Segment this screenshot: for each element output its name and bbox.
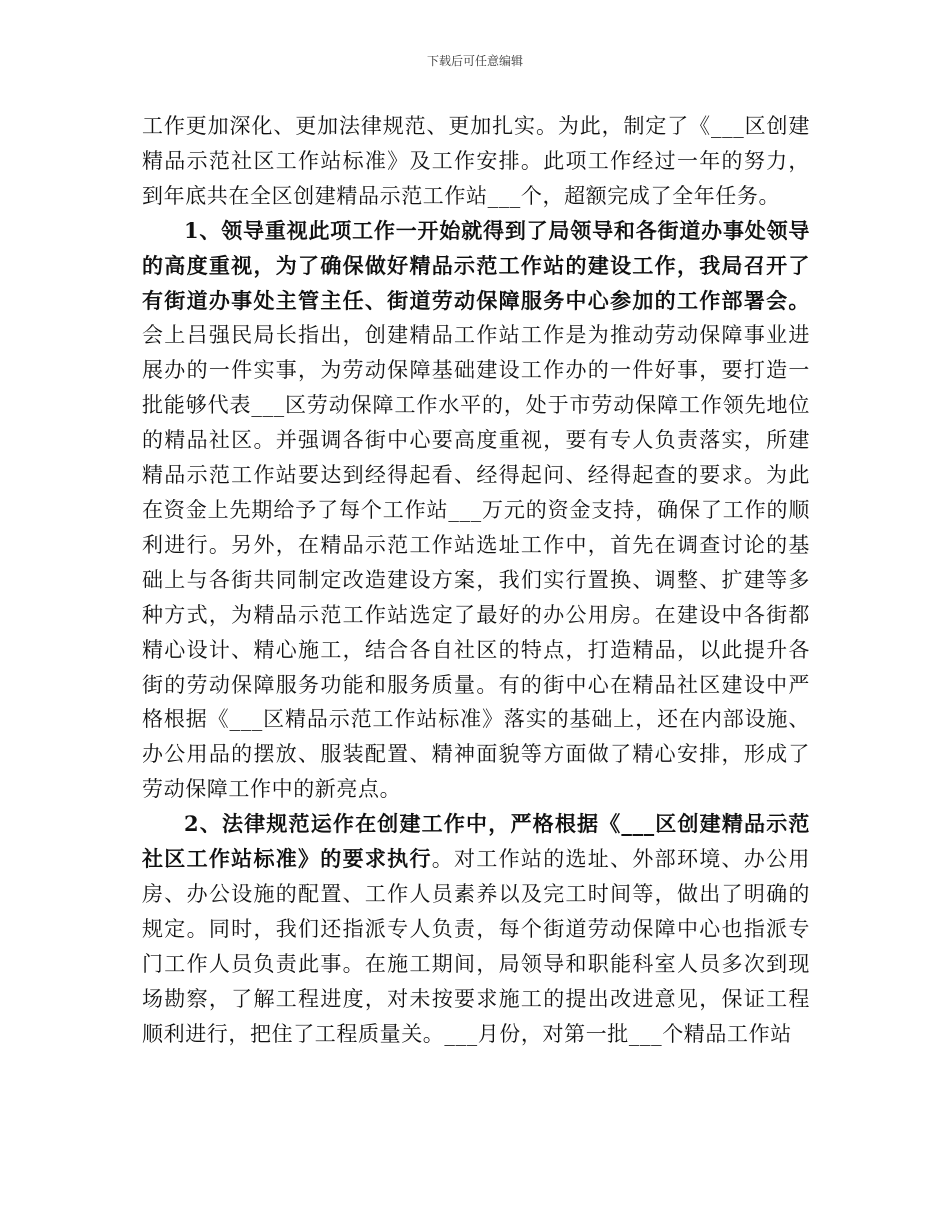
page-header: 下载后可任意编辑 — [426, 54, 523, 68]
paragraph-legal-heading: 2、法律规范运作在创建工作中，严格根据《___区创建精品示范社区工作站标准》的要求执行 — [142, 811, 810, 872]
paragraph-legal-text: 。对工作站的选址、外部环境、办公用房、办公设施的配置、工作人员素养以及完工时间等，做出了明确的规定。同时，我们还指派专人负责，每个街道劳动保障中心也指派专门工作人员负责此事。在施工期间，局领导和职能科室人员多次到现场勘察，了解工程进度，对未按要求施工的提出改进意见，保证工程顺利进行，把住了工程质量关。___月份，对第一批___个精品工作站 — [142, 847, 810, 1046]
paragraph-leadership-text: 会上吕强民局长指出，创建精品工作站工作是为推动劳动保障事业进展办的一件实事，为劳动保障基础建设工作办的一件好事，要打造一批能够代表___区劳动保障工作水平的，处于市劳动保障工作领先地位的精品社区。并强调各街中心要高度重视，要有专人负责落实，所建精品示范工作站要达到经得起看、经得起问、经得起查的要求。为此在资金上先期给予了每个工作站___万元的资金支持，确保了工作的顺利进行。另外，在精品示范工作站选址工作中，首先在调查讨论的基础上与各街共同制定改造建设方案，我们实行置换、调整、扩建等多种方式，为精品示范工作站选定了最好的办公用房。在建设中各街都精心设计、精心施工，结合各自社区的特点，打造精品，以此提升各街的劳动保障服务功能和服务质量。有的街中心在精品社区建设中严格根据《___区精品示范工作站标准》落实的基础上，还在内部设施、办公用品的摆放、服装配置、精神面貌等方面做了精心安排，形成了劳动保障工作中的新亮点。 — [142, 323, 810, 802]
paragraph-intro-text: 工作更加深化、更加法律规范、更加扎实。为此，制定了《___区创建精品示范社区工作站标准》及工作安排。此项工作经过一年的努力，到年底共在全区创建精品示范工作站___个，超额完成了全年任务。 — [142, 114, 810, 208]
paragraph-intro — [142, 109, 810, 214]
paragraph-leadership — [142, 214, 810, 807]
paragraph-leadership-heading: 1、领导重视此项工作一开始就得到了局领导和各街道办事处领导的高度重视，为了确保做好精品示范工作站的建设工作，我局召开了有街道办事处主管主任、街道劳动保障服务中心参加的工作部署会。 — [142, 217, 810, 313]
document-body — [142, 109, 810, 1051]
paragraph-legal — [142, 807, 810, 1051]
